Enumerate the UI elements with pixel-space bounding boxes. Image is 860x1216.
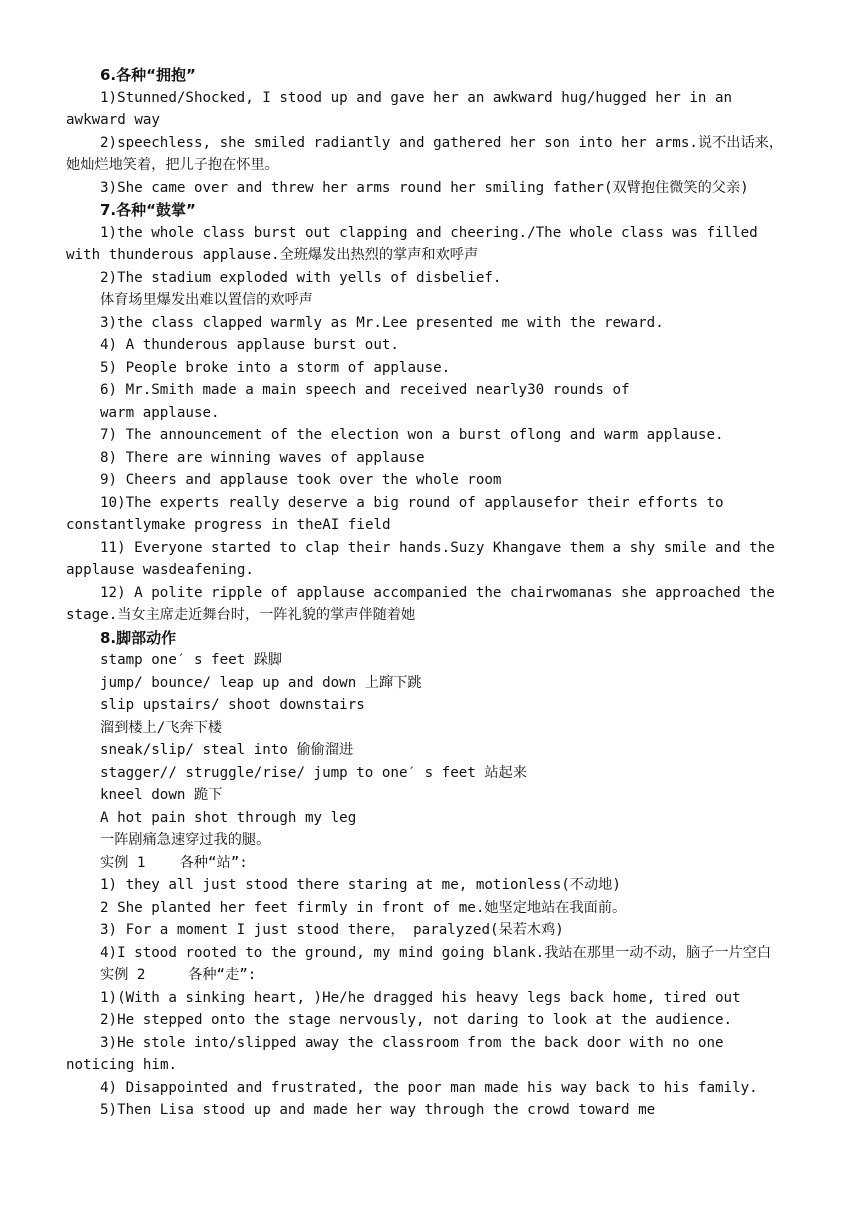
example-heading: 实例 1 各种“站”: xyxy=(100,854,248,871)
text-line: warm applause. xyxy=(100,404,220,421)
text-line: 8) There are winning waves of applause xyxy=(100,449,425,466)
text-line: 2 She planted her feet firmly in front of me.她坚定地站在我面前。 xyxy=(100,899,627,916)
text-line: 5)Then Lisa stood up and made her way through the crowd toward me xyxy=(100,1102,656,1118)
text-line: 一阵剧痛急速穿过我的腿。 xyxy=(100,832,271,848)
text-line: 4) A thunderous applause burst out. xyxy=(100,337,399,353)
document-page xyxy=(66,64,796,1122)
text-line: jump/ bounce/ leap up and down 上蹿下跳 xyxy=(100,674,422,691)
text-line: 3) For a moment I just stood there， paralyzed(呆若木鸡) xyxy=(100,922,564,938)
section-heading: 7.各种“鼓掌” xyxy=(100,201,196,219)
text-line: 体育场里爆发出难以置信的欢呼声 xyxy=(100,292,313,308)
text-line: 溜到楼上/飞奔下楼 xyxy=(100,719,223,736)
text-line: 4)I stood rooted to the ground, my mind going blank.我站在那里一动不动，脑子一片空白 xyxy=(100,944,772,961)
text-line: 3)He stole into/slipped away the classroom from the back door with no one noticing him. xyxy=(66,1034,733,1073)
text-line: 9) Cheers and applause took over the whole room xyxy=(100,472,502,488)
text-line: stamp one′ s feet 跺脚 xyxy=(100,652,283,668)
example-heading: 实例 2 各种“走”: xyxy=(100,967,257,983)
text-line: sneak/slip/ steal into 偷偷溜进 xyxy=(100,742,354,758)
text-line: 11) Everyone started to clap their hands.Suzy Khangave them a shy smile and the applause wasdeafening. xyxy=(66,539,784,578)
section-foot-actions xyxy=(66,627,796,1122)
text-line: A hot pain shot through my leg xyxy=(100,809,357,826)
text-line: 1)(With a sinking heart, )He/he dragged his heavy legs back home, tired out xyxy=(100,989,741,1006)
text-line: 2)speechless, she smiled radiantly and gathered her son into her arms.说不出话来，她灿烂地笑着，把儿子抱在怀里。 xyxy=(66,134,784,173)
text-line: 7) The announcement of the election won a burst oflong and warm applause. xyxy=(100,427,724,443)
section-applause xyxy=(66,199,796,627)
section-hugs xyxy=(66,64,796,199)
text-line: 3)She came over and threw her arms round her smiling father(双臂抱住微笑的父亲) xyxy=(100,179,749,196)
text-line: 1) they all just stood there staring at me, motionless(不动地) xyxy=(100,877,621,893)
text-line: 4) Disappointed and frustrated, the poor man made his way back to his family. xyxy=(100,1079,758,1096)
text-line: 1)the whole class burst out clapping and cheering./The whole class was filled with thunderous applause.全班爆发出热烈的掌声和欢呼声 xyxy=(66,224,767,263)
text-line: slip upstairs/ shoot downstairs xyxy=(100,697,365,713)
text-line: kneel down 跪下 xyxy=(100,787,223,803)
text-line: 1)Stunned/Shocked, I stood up and gave her an awkward hug/hugged her in an awkward way xyxy=(66,89,741,128)
text-line: 6) Mr.Smith made a main speech and received nearly30 rounds of xyxy=(100,382,630,398)
text-line: 3)the class clapped warmly as Mr.Lee presented me with the reward. xyxy=(100,314,664,331)
text-line: 2)The stadium exploded with yells of disbelief. xyxy=(100,269,502,286)
text-line: 12) A polite ripple of applause accompanied the chairwomanas she approached the stage.当女主席走近舞台时，一阵礼貌的掌声伴随着她 xyxy=(66,584,784,623)
text-line: 5) People broke into a storm of applause. xyxy=(100,359,451,376)
section-heading: 6.各种“拥抱” xyxy=(100,66,196,84)
text-line: stagger// struggle/rise/ jump to one′ s feet 站起来 xyxy=(100,764,527,781)
text-line: 2)He stepped onto the stage nervously, not daring to look at the audience. xyxy=(100,1012,733,1028)
text-line: 10)The experts really deserve a big round of applausefor their efforts to constantlymake progress in theAI field xyxy=(66,494,733,533)
section-heading: 8.脚部动作 xyxy=(100,628,177,647)
